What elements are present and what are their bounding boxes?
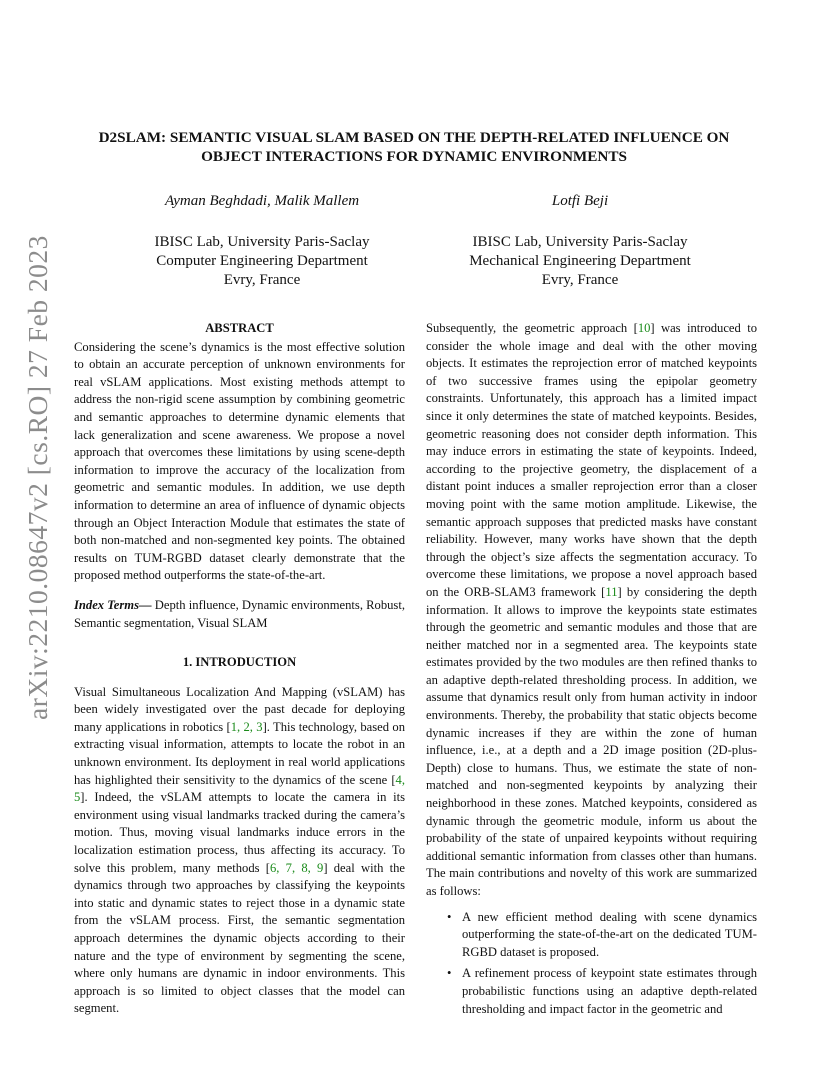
author-block-left <box>112 192 412 290</box>
index-terms-label: Index Terms— <box>74 597 152 612</box>
index-terms-text: Depth influence, Dynamic environments, Robust, Semantic segmentation, Visual SLAM <box>74 597 405 630</box>
abstract-text: Considering the scene’s dynamics is the most effective solution to obtain an accurate perception of unknown environments for real vSLAM applications. Most existing methods attempt to address the non-rigid scene assumption by combining geometric and semantic approaches to determine dynamic elements that lack generalization and scene awareness. We propose a novel approach that overcomes these limitations by using scene-depth information to improve the accuracy of the localization from geometric and semantic modules. In addition, we use depth information to determine an area of influence of dynamic objects through an Object Interaction Module that estimates the state of both non-matched and non-segmented key points. The obtained results on TUM-RGBD dataset clearly demonstrate that the proposed method outperforms the state-of-the-art. <box>74 339 405 583</box>
abstract-heading: ABSTRACT <box>205 321 274 335</box>
citation-link[interactable]: 1, 2, 3 <box>230 719 263 734</box>
affiliation-city-left: Evry, France <box>223 272 301 288</box>
citation-link[interactable]: 10 <box>637 321 651 335</box>
right-column <box>426 320 757 1022</box>
right-text-1: Subsequently, the geometric approach [ <box>426 321 638 335</box>
arxiv-stamp: arXiv:2210.08647v2 [cs.RO] 27 Feb 2023 <box>22 235 53 720</box>
right-text-2: ] was introduced to consider the whole image and deal with the other moving objects. It estimates the reprojection error of matched keypoints of two successive frames using the epipolar geometry constraints. Unfortunately, this approach has a limited impact since it only determines the state of matched keypoints. Besides, geometric reasoning does not consider depth information. This may induce errors in estimating the state of keypoints. Indeed, according to the projective geometry, the displacement of a distant point induces a smaller reprojection error than a closer moving point with the same motion amplitude. Likewise, the semantic approach supposes that predicted masks have constant reliability. However, many works have shown that the depth through the object’s size affects the segmentation accuracy. To overcome these limitations, we propose a novel approach based on the ORB-SLAM3 framework [ <box>426 321 757 599</box>
intro-text-1: Visual Simultaneous Localization And Mapping (vSLAM) has been widely investigated over the past decade for deploying many applications in robotics [ <box>74 684 405 734</box>
paper-title <box>60 128 768 166</box>
affiliation-city-right: Evry, France <box>541 272 619 288</box>
affiliation-lab-right: IBISC Lab, University Paris-Saclay <box>472 234 688 250</box>
left-column <box>74 320 405 1018</box>
contributions-list <box>426 909 757 1019</box>
right-text-3: ] by considering the depth information. It allows to improve the keypoints state estimates through the geometric and semantic modules and those that are neither matched nor in a segmented area. The keypoints state estimates provided by the two modules are then refined thanks to an adaptive depth-related thresholding process. In addition, we assume that dynamics result only from human activity in indoor environments. Thereby, the probability that static objects become dynamic increases if they are within the zone of human influence, i.e., at a depth and a 2D image position (2D-plus-Depth) close to humans. Thus, we estimate the state of non-matched and non-segmented keypoints by analyzing their neighborhood in these zones. Matched keypoints, considered as dynamic through the geometric module, inform us about the probability of the state of unpaired keypoints without requiring additional semantic information from classes other than humans. The main contributions and novelty of this work are summarized as follows: <box>426 584 757 898</box>
contribution-item: • A new efficient method dealing with scene dynamics outperforming the state-of-the-art on the dedicated TUM-RGBD dataset is proposed. <box>454 909 757 962</box>
author-names-left: Ayman Beghdadi, Malik Mallem <box>164 193 360 209</box>
introduction-heading: 1. INTRODUCTION <box>182 655 297 670</box>
intro-text-2: ]. This technology, based on extracting visual information, attempts to locate the robot in an unknown environment. Its deployment in real world applications has highlighted their sensitivity to the dynamics of the scene [ <box>74 719 405 787</box>
title-line-2: OBJECT INTERACTIONS FOR DYNAMIC ENVIRONMENTS <box>201 148 627 165</box>
citation-link[interactable]: 11 <box>605 584 618 599</box>
title-line-1: D2SLAM: SEMANTIC VISUAL SLAM BASED ON THE DEPTH-RELATED INFLUENCE ON <box>98 129 730 146</box>
intro-paragraph <box>74 684 405 1018</box>
affiliation-lab-left: IBISC Lab, University Paris-Saclay <box>154 234 370 250</box>
citation-link[interactable]: 6, 7, 8, 9 <box>269 860 324 875</box>
intro-text-4: ] deal with the dynamics through two approaches by classifying the keypoints into static and dynamic states to reject those in a dynamic state from the vSLAM process. First, the semantic segmentation approach determines the dynamic objects according to their nature and the type of environment by segmenting the scene, where only humans are dynamic in indoor environments. This approach is so limited to object classes that the model can segment. <box>74 860 405 1016</box>
citation-link[interactable]: 4, 5 <box>74 772 405 805</box>
intro-text-3: ]. Indeed, the vSLAM attempts to locate the camera in its environment using visual landmarks tracked during the camera’s motion. Thus, moving visual landmarks induce errors in the localization estimation process, thus affecting its accuracy. To solve this problem, many methods [ <box>74 790 405 875</box>
author-names-right: Lotfi Beji <box>551 193 609 209</box>
index-terms <box>74 597 405 632</box>
affiliation-dept-left: Computer Engineering Department <box>156 253 368 269</box>
author-block-right <box>430 192 730 290</box>
right-paragraph <box>426 320 757 901</box>
affiliation-dept-right: Mechanical Engineering Department <box>469 253 691 269</box>
contribution-item: • A refinement process of keypoint state estimates through probabilistic functions using an adaptive depth-related thresholding and impact factor in the geometric and <box>454 965 757 1018</box>
